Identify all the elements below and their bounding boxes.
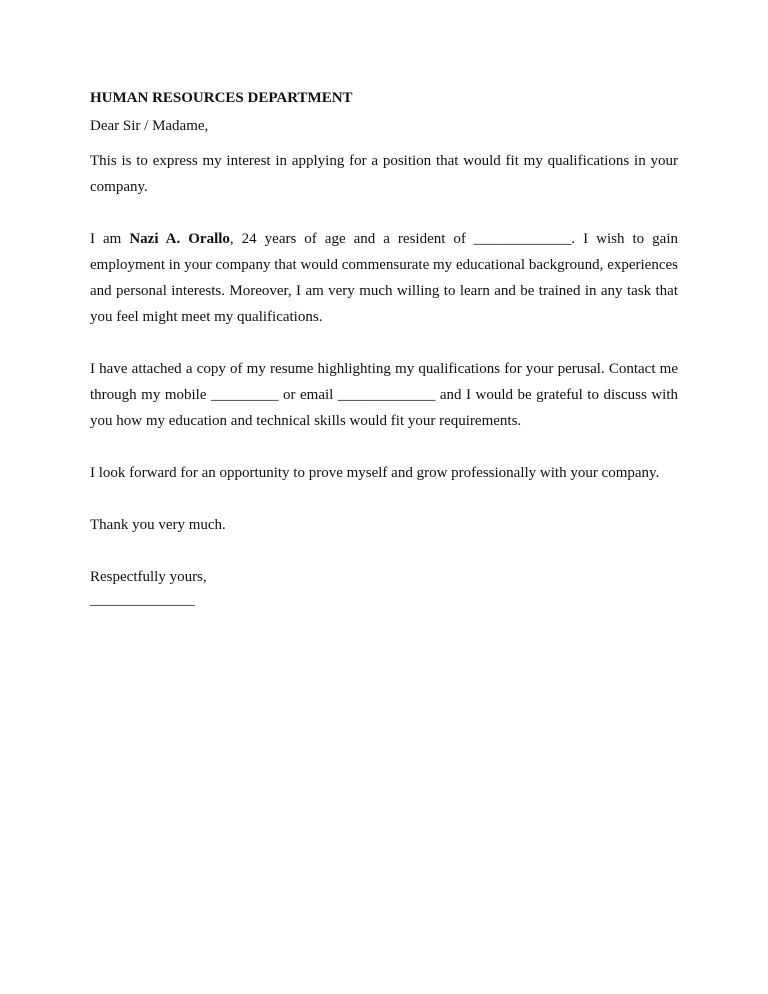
letter-body bbox=[90, 88, 678, 610]
applicant-intro-text: I am bbox=[90, 231, 130, 247]
signature-line: ______________ bbox=[90, 592, 195, 608]
salutation: Dear Sir / Madame, bbox=[90, 118, 209, 134]
applicant-details-text: , 24 years of age and a resident of _____________. I wish to gain employment in your company that would commensurate my educational background, experiences and personal interests. Moreover, I am very much willing to learn and be trained in any task that you feel might meet my qualifications. bbox=[90, 231, 678, 325]
recipient-heading: HUMAN RESOURCES DEPARTMENT bbox=[90, 90, 353, 106]
applicant-paragraph bbox=[90, 226, 678, 330]
valediction: Respectfully yours, bbox=[90, 569, 207, 585]
thanks-line: Thank you very much. bbox=[90, 517, 226, 533]
applicant-name: Nazi A. Orallo bbox=[129, 231, 230, 247]
closing-paragraph: I look forward for an opportunity to prove myself and grow professionally with your company. bbox=[90, 465, 660, 481]
intro-paragraph: This is to express my interest in applying for a position that would fit my qualifications in your company. bbox=[90, 153, 678, 195]
resume-paragraph: I have attached a copy of my resume highlighting my qualifications for your perusal. Contact me through my mobile _________ or email _____________ and I would be grateful to discuss with you how my education and technical skills would fit your requirements. bbox=[90, 361, 678, 429]
